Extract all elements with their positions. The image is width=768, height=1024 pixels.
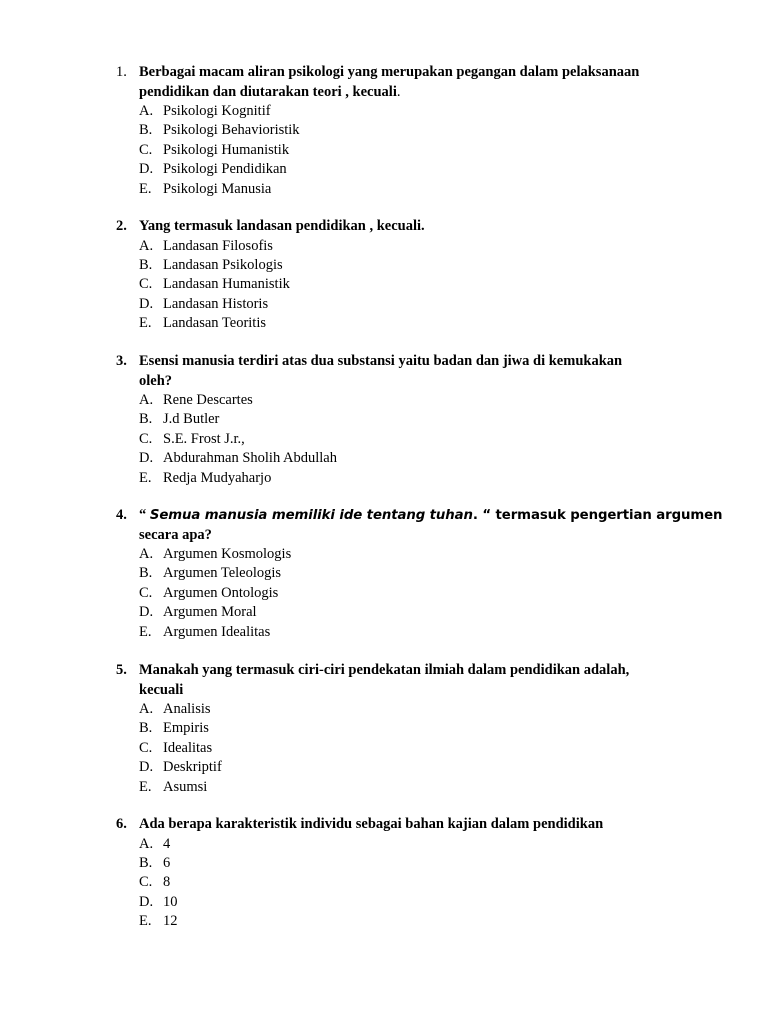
option-text: J.d Butler: [163, 411, 220, 428]
answer-option-e: [0, 623, 768, 642]
option-text: Idealitas: [163, 739, 213, 756]
answer-option-c: [0, 141, 768, 160]
option-letter: E.: [139, 315, 152, 332]
option-letter: A.: [139, 546, 154, 562]
answer-option-e: [0, 778, 768, 797]
option-text: Analisis: [163, 701, 211, 717]
option-text: Psikologi Manusia: [163, 180, 272, 197]
option-text: Argumen Moral: [163, 604, 257, 621]
option-text: Argumen Idealitas: [163, 623, 271, 640]
option-letter: A.: [139, 701, 154, 717]
question-number: 4.: [116, 507, 127, 523]
answer-option-a: [0, 391, 768, 410]
question-2: [0, 217, 768, 333]
question-text: Yang termasuk landasan pendidikan , kecuali.: [139, 218, 425, 234]
question-line: [0, 83, 768, 103]
option-text: 4: [163, 835, 171, 852]
question-text-continued: secara apa?: [139, 526, 212, 543]
question-text-segment: pendidikan dan diutarakan teori , kecuali: [139, 83, 397, 100]
answer-option-e: [0, 912, 768, 931]
option-letter: D.: [139, 295, 154, 312]
answer-option-c: [0, 873, 768, 892]
question-number: 3.: [116, 353, 127, 369]
option-letter: A.: [139, 103, 154, 119]
option-text: Landasan Humanistik: [163, 276, 290, 293]
option-letter: C.: [139, 276, 153, 293]
answer-option-a: [0, 102, 768, 121]
option-letter: E.: [139, 778, 152, 795]
answer-option-d: [0, 758, 768, 777]
option-text: S.E. Frost J.r.,: [163, 430, 245, 447]
question-text-rest: . “ termasuk pengertian argumen: [472, 508, 723, 523]
option-letter: C.: [139, 739, 153, 756]
option-text: Abdurahman Sholih Abdullah: [163, 450, 337, 467]
question-text: Berbagai macam aliran psikologi yang merupakan pegangan dalam pelaksanaan: [139, 64, 640, 80]
answer-option-b: [0, 121, 768, 140]
question-text: Manakah yang termasuk ciri-ciri pendekatan ilmiah dalam pendidikan adalah,: [139, 662, 630, 678]
option-letter: B.: [139, 565, 153, 582]
answer-option-a: [0, 237, 768, 256]
question-1: [0, 63, 768, 199]
answer-option-c: [0, 739, 768, 758]
option-text: Psikologi Behavioristik: [163, 122, 300, 139]
answer-option-d: [0, 449, 768, 468]
option-letter: B.: [139, 720, 153, 737]
option-letter: A.: [139, 392, 154, 408]
option-text: Landasan Filosofis: [163, 237, 273, 254]
option-text: Asumsi: [163, 778, 208, 795]
opening-quote: “: [139, 507, 150, 523]
option-letter: D.: [139, 161, 154, 178]
question-line: [0, 661, 768, 681]
question-text-continued: oleh?: [139, 372, 173, 389]
option-text: 6: [163, 854, 171, 871]
option-text: Rene Descartes: [163, 392, 253, 408]
answer-option-b: [0, 719, 768, 738]
option-text: Psikologi Pendidikan: [163, 161, 287, 178]
answer-option-e: [0, 314, 768, 333]
option-text: Redja Mudyaharjo: [163, 469, 272, 486]
option-letter: E.: [139, 623, 152, 640]
option-letter: C.: [139, 874, 153, 891]
answer-option-a: [0, 545, 768, 564]
option-text: 8: [163, 874, 171, 891]
option-text: Psikologi Humanistik: [163, 141, 290, 158]
answer-option-e: [0, 180, 768, 199]
option-letter: E.: [139, 180, 152, 197]
option-letter: D.: [139, 893, 154, 910]
question-6: [0, 815, 768, 931]
option-text: Deskriptif: [163, 759, 222, 776]
answer-option-d: [0, 603, 768, 622]
option-text: Argumen Kosmologis: [163, 546, 292, 562]
answer-option-c: [0, 430, 768, 449]
answer-option-b: [0, 410, 768, 429]
option-text: 10: [163, 893, 178, 910]
option-letter: C.: [139, 584, 153, 601]
option-text: Empiris: [163, 720, 209, 737]
question-line: [0, 681, 768, 701]
answer-option-a: [0, 700, 768, 719]
option-letter: C.: [139, 430, 153, 447]
option-letter: D.: [139, 759, 154, 776]
question-line: [0, 352, 768, 372]
question-text-continued: kecuali: [139, 681, 184, 698]
question-5: [0, 661, 768, 797]
answer-option-c: [0, 584, 768, 603]
option-letter: C.: [139, 141, 153, 158]
option-letter: A.: [139, 835, 154, 852]
question-line: [0, 63, 768, 83]
question-number: 5.: [116, 662, 127, 678]
option-letter: B.: [139, 411, 153, 428]
option-letter: D.: [139, 450, 154, 467]
question-text-continued: [139, 83, 699, 103]
question-text: Ada berapa karakteristik individu sebagai bahan kajian dalam pendidikan: [139, 816, 604, 832]
option-letter: B.: [139, 122, 153, 139]
option-text: Landasan Teoritis: [163, 315, 267, 332]
question-line: [0, 372, 768, 392]
question-trailing-period: .: [396, 83, 401, 100]
question-line: [0, 526, 768, 546]
answer-option-b: [0, 564, 768, 583]
option-letter: B.: [139, 256, 153, 273]
question-3: [0, 352, 768, 488]
answer-option-d: [0, 893, 768, 912]
option-text: Landasan Psikologis: [163, 256, 283, 273]
answer-option-b: [0, 256, 768, 275]
option-text: Argumen Ontologis: [163, 584, 279, 601]
question-line: [0, 506, 768, 526]
option-text: Argumen Teleologis: [163, 565, 282, 582]
question-number: 1.: [116, 64, 127, 80]
question-line: [0, 217, 768, 237]
option-text: 12: [163, 913, 178, 930]
question-line: [0, 815, 768, 835]
answer-option-d: [0, 160, 768, 179]
option-text: Psikologi Kognitif: [163, 103, 271, 119]
question-number: 2.: [116, 218, 127, 234]
option-letter: D.: [139, 604, 154, 621]
quoted-statement: Semua manusia memiliki ide tentang tuhan: [149, 508, 473, 523]
option-letter: E.: [139, 469, 152, 486]
question-text: [139, 506, 723, 526]
answer-option-a: [0, 835, 768, 854]
answer-option-e: [0, 469, 768, 488]
question-text: Esensi manusia terdiri atas dua substansi yaitu badan dan jiwa di kemukakan: [139, 353, 623, 369]
option-letter: B.: [139, 854, 153, 871]
answer-option-d: [0, 295, 768, 314]
question-number: 6.: [116, 816, 127, 832]
option-letter: E.: [139, 913, 152, 930]
option-letter: A.: [139, 237, 154, 254]
answer-option-c: [0, 275, 768, 294]
question-4: [0, 506, 768, 642]
option-text: Landasan Historis: [163, 295, 269, 312]
answer-option-b: [0, 854, 768, 873]
